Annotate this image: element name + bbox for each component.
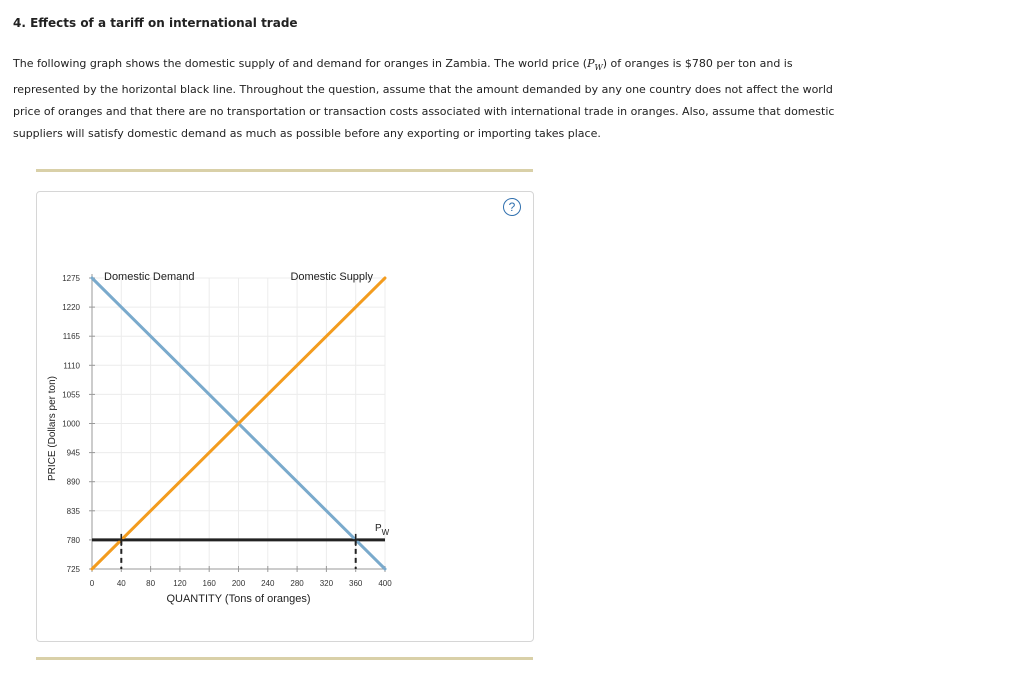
y-tick-label: 890 <box>66 477 80 487</box>
x-tick-label: 40 <box>116 579 126 588</box>
help-icon[interactable]: ? <box>503 198 521 216</box>
divider-bottom <box>36 657 533 660</box>
x-tick-label: 240 <box>261 579 275 588</box>
y-tick-label: 1220 <box>62 303 80 313</box>
x-axis-label: QUANTITY (Tons of oranges) <box>166 593 311 605</box>
y-axis-label: PRICE (Dollars per ton) <box>47 375 58 482</box>
question-heading: 4. Effects of a tariff on international trade <box>13 16 298 30</box>
intro-text-after: ) of oranges is $780 per ton and is represented by the horizontal black line. Throughout the question, assume that the amount demanded by any one country does not affect the world price of oranges and that there are no transportation or transaction costs associated with international trade in oranges. Also, assume that domestic suppliers will satisfy domestic demand as much as possible before any exporting or importing takes place. <box>13 57 835 141</box>
x-tick-label: 400 <box>378 579 392 588</box>
x-tick-label: 360 <box>349 579 363 588</box>
y-tick-label: 725 <box>66 565 80 574</box>
x-tick-label: 80 <box>146 579 156 588</box>
series-label-domestic-demand: Domestic Demand <box>104 271 195 283</box>
y-tick-label: 1055 <box>62 390 80 400</box>
x-tick-label: 160 <box>202 579 216 588</box>
x-tick-label: 320 <box>319 579 334 588</box>
x-tick-label: 0 <box>89 579 95 588</box>
y-tick-label: 945 <box>66 448 80 458</box>
y-tick-label: 1110 <box>63 361 80 371</box>
y-tick-label: 1000 <box>62 419 80 429</box>
y-tick-label: 1165 <box>62 332 80 342</box>
world-price-symbol: $P_W$ <box>587 57 603 73</box>
world-price-label-subscript: W <box>381 527 390 537</box>
x-tick-label: 120 <box>173 579 187 588</box>
x-tick-label: 280 <box>290 579 304 588</box>
intro-text-before: The following graph shows the domestic supply of and demand for oranges in Zambia. The world price ( <box>13 57 588 70</box>
y-tick-label: 780 <box>66 535 80 545</box>
world-price-label: $P_W$ <box>375 522 390 537</box>
y-tick-label: 835 <box>66 506 80 516</box>
x-tick-label: 200 <box>231 579 246 588</box>
y-tick-label: 1275 <box>62 274 80 283</box>
series-label-domestic-supply: Domestic Supply <box>290 271 373 283</box>
